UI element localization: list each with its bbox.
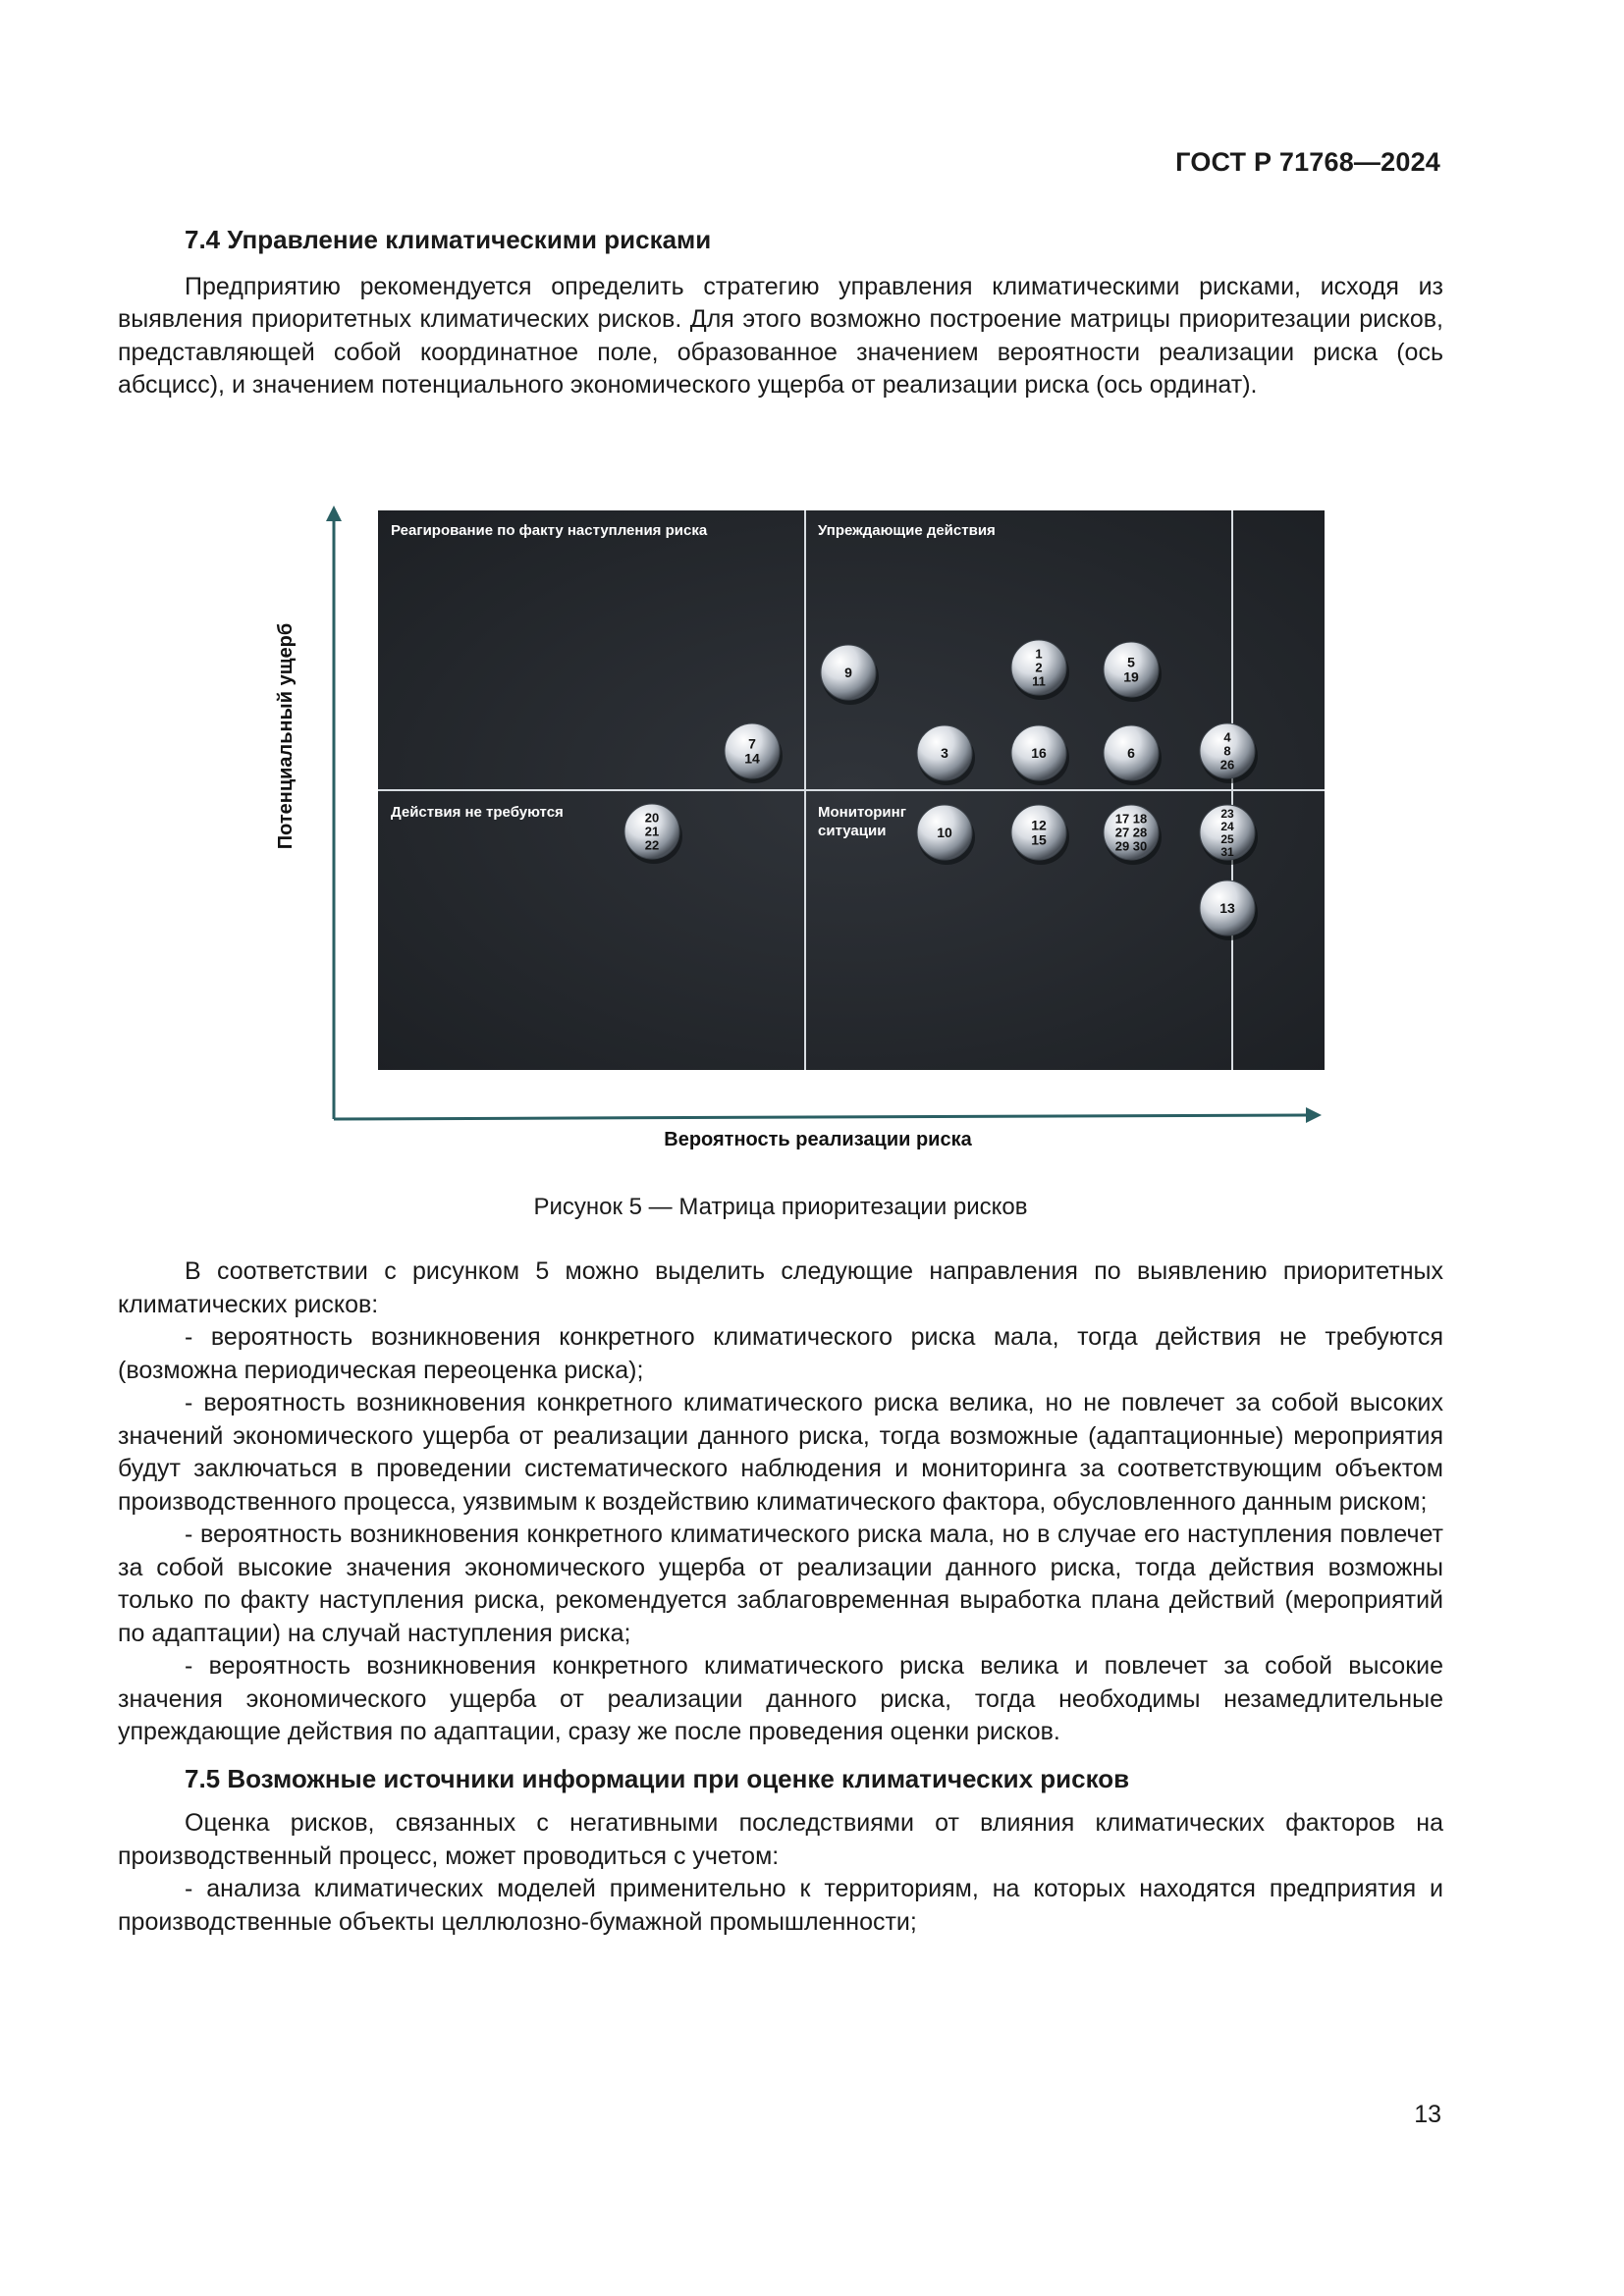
risk-bubble-label: 26 [1219,757,1235,773]
x-axis-title: Вероятность реализации риска [664,1129,972,1150]
risk-bubble-label: 7 [748,735,756,752]
risk-bubble-label: 12 [1031,817,1047,833]
risk-bubble-label: 3 [941,745,948,762]
risk-bubble-label: 27 28 [1114,825,1148,840]
body-item-2: - вероятность возникновения конкретного климатического риска велика, но не повлечет за собой высоких значений экономического ущерба от реализации данного риска, тогда возможные (адаптационные) мероприятия будут заключаться в проведении систематического наблюдения и мониторинга за соответствующим объектом производственного процесса, уязвимым к воздействию климатического фактора, обусловленного данным риском; [118,1389,1443,1516]
risk-bubble-label: 9 [844,665,852,681]
section-7-5-heading: 7.5 Возможные источники информации при оценке климатических рисков [185,1763,1130,1793]
section-7-5-item-1: - анализа климатических моделей применительно к территориям, на которых находятся предприятия и производственные объекты целлюлозно-бумажной промышленности; [118,1875,1443,1936]
page-number: 13 [1414,2101,1441,2128]
risk-bubble-label: 25 [1220,831,1234,846]
risk-bubble-label: 11 [1032,673,1046,689]
body-text [118,1255,1443,1939]
section-7-5-paragraph: Оценка рисков, связанных с негативными последствиями от влияния климатических факторов на производственный процесс, может проводиться с учетом: [118,1809,1443,1870]
risk-bubble-label: 6 [1127,745,1135,762]
zone-label-bottom-right-line1: Мониторинг [818,804,906,821]
risk-bubble-label: 10 [937,825,952,841]
risk-bubble-label: 24 [1220,819,1234,833]
risk-bubble-label: 15 [1031,831,1047,848]
y-axis-title: Потенциальный ущерб [275,622,297,850]
risk-bubble-label: 20 [644,810,660,826]
zone-label-top-left: Реагирование по факту наступления риска [391,522,708,539]
risk-bubble-label: 22 [644,837,660,853]
risk-bubble-label: 31 [1220,844,1234,859]
zone-label-bottom-left: Действия не требуются [391,804,564,821]
risk-bubble-label: 8 [1223,743,1231,759]
x-axis-line [334,1115,1308,1119]
risk-bubble-label: 21 [644,824,660,839]
figure-caption: Рисунок 5 — Матрица приоритезации рисков [533,1194,1028,1220]
risk-bubble-label: 13 [1219,900,1235,917]
risk-priority-matrix [265,506,1345,1153]
document-standard-code: ГОСТ Р 71768—2024 [1175,147,1440,177]
risk-bubble-label: 1 [1035,646,1043,662]
body-item-3: - вероятность возникновения конкретного климатического риска мала, но в случае его наступления повлечет за собой высокие значения экономического ущерба от реализации данного риска, тогда действия возможны только по факту наступления риска, рекомендуется заблаговременная выработка плана действий (мероприятий по адаптации) на случай наступления риска; [118,1521,1443,1647]
zone-label-bottom-right-line2: ситуации [818,823,887,839]
y-axis-arrow-icon [326,506,342,521]
section-7-4 [118,224,1443,402]
body-item-4: - вероятность возникновения конкретного климатического риска велика и повлечет за собой высокие значения экономического ущерба от реализации данного риска, тогда необходимы незамедлительные упреждающие действия по адаптации, сразу же после проведения оценки рисков. [118,1652,1443,1745]
section-7-4-paragraph: Предприятию рекомендуется определить стратегию управления климатическими рисками, исходя из выявления приоритетных климатических рисков. Для этого возможно построение матрицы приоритезации рисков, представляющей собой координатное поле, образованное значением вероятности реализации риска (ось абсцисс), и значением потенциального экономического ущерба от реализации риска (ось ординат). [118,272,1443,399]
risk-bubble-label: 17 18 [1114,811,1148,827]
risk-bubble-label: 29 30 [1114,838,1148,854]
risk-bubble-label: 23 [1220,806,1234,821]
x-axis-arrow-icon [1306,1107,1322,1123]
risk-bubble-label: 19 [1123,668,1139,685]
zone-label-top-right: Упреждающие действия [818,522,996,539]
risk-bubble-label: 14 [744,750,760,767]
body-intro: В соответствии с рисунком 5 можно выделить следующие направления по выявлению приоритетных климатических рисков: [118,1257,1443,1318]
risk-bubble-label: 2 [1035,660,1043,675]
risk-bubble-label: 5 [1127,654,1135,670]
risk-bubble-label: 4 [1223,729,1231,745]
risk-bubble-label: 16 [1031,745,1047,762]
body-item-1: - вероятность возникновения конкретного климатического риска мала, тогда действия не требуются (возможна периодическая переоценка риска); [118,1323,1443,1384]
section-7-4-heading: 7.4 Управление климатическими рисками [185,225,712,254]
